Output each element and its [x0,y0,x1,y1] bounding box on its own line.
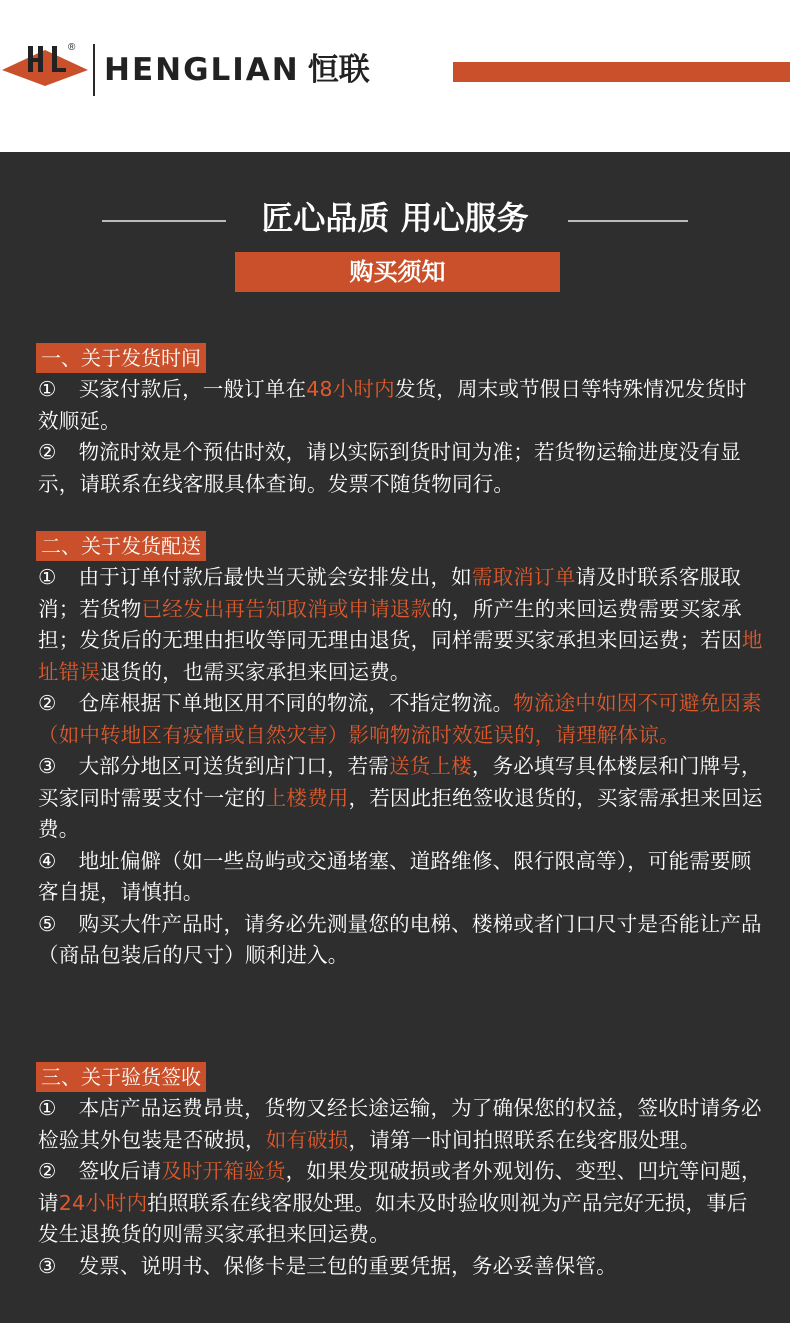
section-body-delivery [38,562,766,972]
header-accent-bar [453,62,790,82]
list-item: ① 买家付款后，一般订单在48小时内发货，周末或节假日等特殊情况发货时效顺延。 [38,377,747,433]
list-item: ③ 大部分地区可送货到店门口，若需送货上楼，务必填写具体楼层和门牌号，买家同时需要支付一定的上楼费用，若因此拒绝签收退货的，买家需承担来回运费。 [38,754,763,841]
list-item: ② 仓库根据下单地区用不同的物流，不指定物流。物流途中如因不可避免因素（如中转地区有疫情或自然灾害）影响物流时效延误的，请理解体谅。 [38,691,762,747]
brand-name-cn: 恒联 [307,52,370,88]
list-item: ② 签收后请及时开箱验货，如果发现破损或者外观划伤、变型、凹坑等问题，请24小时内拍照联系在线客服处理。如未及时验收则视为产品完好无损，事后发生退换货的则需买家承担来回运费。 [38,1159,762,1246]
brand-name-en: HENGLIAN [104,52,300,88]
section-title-inspection: 三、关于验货签收 [36,1062,206,1092]
list-item: ② 物流时效是个预估时效，请以实际到货时间为准；若货物运输进度没有显示，请联系在线客服具体查询。发票不随货物同行。 [38,440,741,496]
notice-title: 购买须知 [235,252,560,292]
list-item: ① 由于订单付款后最快当天就会安排发出，如需取消订单请及时联系客服取消；若货物已经发出再告知取消或申请退款的，所产生的来回运费需要买家承担；发货后的无理由拒收等同无理由退货，同样需要买家承担来回运费；若因地址错误退货的，也需买家承担来回运费。 [38,565,763,684]
slogan-row [0,198,790,238]
section-body-inspection [38,1093,766,1282]
list-item: ⑤ 购买大件产品时，请务必先测量您的电梯、楼梯或者门口尺寸是否能让产品（商品包装后的尺寸）顺利进入。 [38,911,762,967]
notice-panel [0,152,790,1323]
section-title-delivery: 二、关于发货配送 [36,531,206,561]
list-item: ③ 发票、说明书、保修卡是三包的重要凭据，务必妥善保管。 [38,1253,617,1278]
header [0,0,790,152]
brand-name [104,52,370,88]
section-body-shipping-time [38,374,766,500]
list-item: ① 本店产品运费昂贵，货物又经长途运输，为了确保您的权益，签收时请务必检验其外包装是否破损，如有破损，请第一时间拍照联系在线客服处理。 [38,1096,762,1152]
slogan: 匠心品质 用心服务 [261,199,529,237]
registered-mark: ® [68,42,76,53]
logo-divider [93,44,95,96]
henglian-logo-icon [2,42,88,88]
list-item: ④ 地址偏僻（如一些岛屿或交通堵塞、道路维修、限行限高等），可能需要顾客自提，请慎拍。 [38,848,752,904]
section-title-shipping-time: 一、关于发货时间 [36,343,206,373]
